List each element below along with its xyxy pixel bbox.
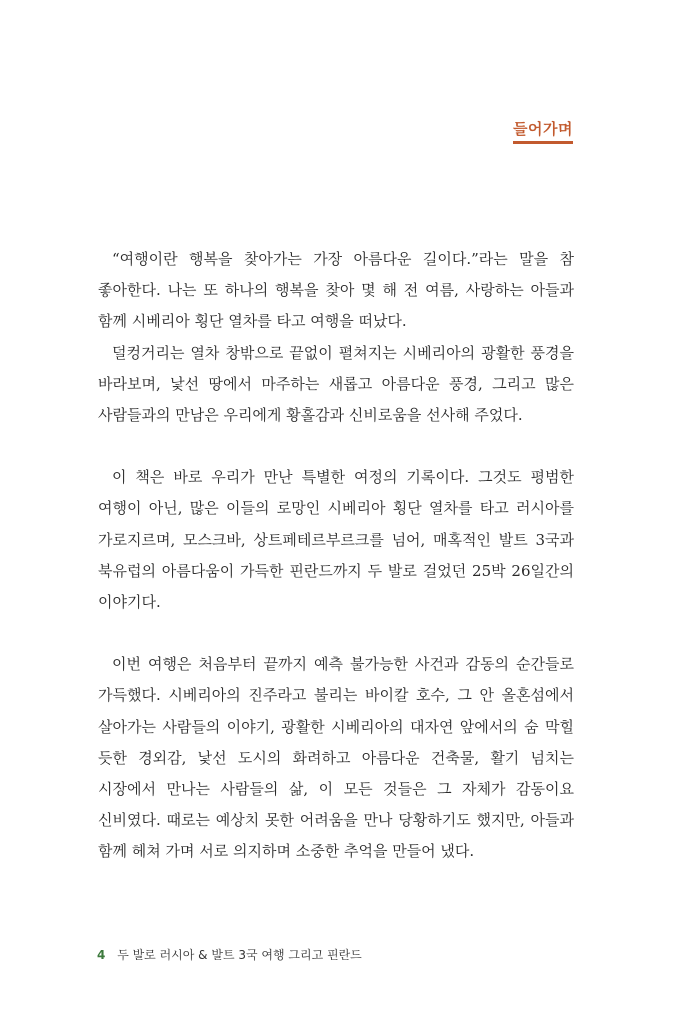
paragraph-4: 이번 여행은 처음부터 끝까지 예측 불가능한 사건과 감동의 순간들로 가득했다. 시베리아의 진주라고 불리는 바이칼 호수, 그 안 올혼섬에서 살아가는 사람들의 이야기, 광활한 시베리아의 대자연 앞에서의 숨 막힐 듯한 경외감, 낯선 도시의 화려하고 아름다운 건축물, 활기 넘치는 시장에서 만나는 사람들의 삶, 이 모든 것들은 그 자체가 감동이요 신비였다. 때로는 예상치 못한 어려움을 만나 당황하기도 했지만, 아들과 함께 헤쳐 가며 서로 의지하며 소중한 추억을 만들어 냈다. xyxy=(98,655,574,861)
running-title: 두 발로 러시아 & 발트 3국 여행 그리고 핀란드 xyxy=(117,948,362,962)
paragraph-2: 덜컹거리는 열차 창밖으로 끝없이 펼쳐지는 시베리아의 광활한 풍경을 바라보며, 낯선 땅에서 마주하는 새롭고 아름다운 풍경, 그리고 많은 사람들과의 만남은 우리에게 황홀감과 신비로움을 선사해 주었다. xyxy=(98,343,574,425)
paragraph-gap xyxy=(98,431,574,462)
paragraph-gap xyxy=(98,618,574,649)
paragraph-3: 이 책은 바로 우리가 만난 특별한 여정의 기록이다. 그것도 평범한 여행이 아닌, 많은 이들의 로망인 시베리아 횡단 열차를 타고 러시아를 가로지르며, 모스크바, 상트페테르부르크를 넘어, 매혹적인 발트 3국과 북유럽의 아름다움이 가득한 핀란드까지 두 발로 걸었던 25박 26일간의 이야기다. xyxy=(98,468,574,612)
section-title: 들어가며 xyxy=(513,118,573,144)
body-text xyxy=(98,244,574,868)
page-number: 4 xyxy=(97,948,106,962)
page-footer xyxy=(97,946,362,963)
paragraph-1: “여행이란 행복을 찾아가는 가장 아름다운 길이다.”라는 말을 참 좋아한다. 나는 또 하나의 행복을 찾아 몇 해 전 여름, 사랑하는 아들과 함께 시베리아 횡단 열차를 타고 여행을 떠났다. xyxy=(98,250,574,331)
